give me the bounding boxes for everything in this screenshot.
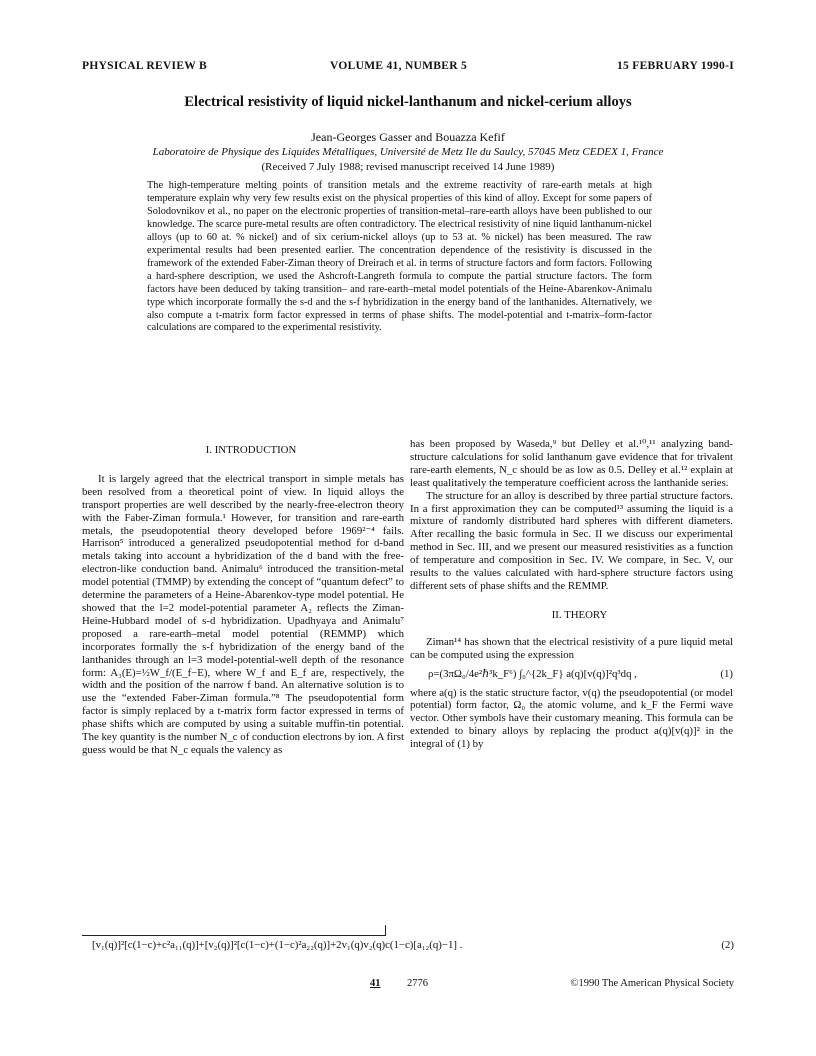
- footer-page-number: 2776: [407, 978, 428, 989]
- affiliation: Laboratoire de Physique des Liquides Métalliques, Université de Metz Ile du Saulcy, 57045 Metz CEDEX 1, France: [152, 146, 664, 158]
- theory-paragraph-1: Ziman¹⁴ has shown that the electrical resistivity of a pure liquid metal can be computed using the expression: [410, 635, 733, 661]
- equation-2-number: (2): [721, 939, 734, 951]
- left-column: [82, 444, 404, 757]
- right-paragraph-2: The structure for an alloy is described by three partial structure factors. In a first approximation they can be computed¹³ assuming the liquid is a mixture of randomly distributed hard spheres with different diameters. After recalling the basic formula in Sec. II we discuss our experimental method in Sec. III, and we present our measured resistivities as a function of temperature and composition in Sec. IV. We compare, in Sec. V, our results to the values calculated with hard-sphere structure factors using different sets of phase shifts and the REMMP.: [410, 489, 733, 592]
- issue-date: 15 FEBRUARY 1990-I: [616, 60, 734, 72]
- journal-name: PHYSICAL REVIEW B: [82, 60, 208, 72]
- equation-2-body: [v₁(q)]²[c(1−c)+c²a₁₁(q)]+[v₂(q)]²[c(1−c)+(1−c)²a₂₂(q)]+2v₁(q)v₂(q)c(1−c)[a₁₂(q)−1] .: [92, 939, 463, 951]
- volume-number: VOLUME 41, NUMBER 5: [330, 60, 468, 72]
- received-date: (Received 7 July 1988; revised manuscript received 14 June 1989): [261, 161, 555, 173]
- right-column: [410, 438, 733, 751]
- equation-2: [82, 939, 734, 951]
- equation-1-number: (1): [720, 667, 733, 680]
- footer-copyright: ©1990 The American Physical Society: [570, 978, 734, 989]
- equation-1-body: ρ=(3πΩ₀/4e²ℏ³k_F⁶) ∫₀^{2k_F} a(q)[v(q)]²q³dq ,: [428, 667, 637, 680]
- column-end-rule: [82, 925, 386, 936]
- authors: Jean-Georges Gasser and Bouazza Kefif: [311, 130, 505, 144]
- section-heading-introduction: I. INTRODUCTION: [205, 444, 297, 456]
- footer-volume: 41: [370, 978, 381, 989]
- abstract: The high-temperature melting points of transition metals and the extreme reactivity of rare-earth metals at high temperature explain why very few results exist on the physical properties of this kind of alloy. Except for some papers of Solodovnikov et al., no paper on the electronic properties of transition-metal–rare-earth alloys have been published to our knowledge. The scarce pure-metal results are often contradictory. The electrical resistivity of nine liquid lanthanum-nickel alloys (up to 60 at. % nickel) and of six cerium-nickel alloys (up to 53 at. % nickel) has been measured. The raw experimental results had been presented earlier. The concentration dependence of the resistivity is discussed in the framework of the extended Faber-Ziman theory of Dreirach et al. in terms of structure factors and form factors. Following a hard-sphere description, we used the Ashcroft-Langreth formula to compute the partial structure factors. The form factors have been deduced by taking transition– and rare-earth–metal model potentials of the Heine-Abarenkov-Animalu type which incorporate formally the s-d and the s-f hybridization in the energy band of the lanthanides. Alternatively, we also compute a t-matrix form factor expressed in terms of phase shifts. The model-potential and t-matrix–form-factor calculations are compared to the experimental resistivity.: [147, 180, 652, 334]
- intro-paragraph: It is largely agreed that the electrical transport in simple metals has been resolved from a theoretical point of view. In liquid alloys the transport properties are well described by the nearly-free-electron theory with the Faber-Ziman formula.¹ However, for transition and rare-earth metals, the pseudopotential theory developed before 1969²⁻⁴ fails. Harrison⁵ introduced a generalized pseudopotential method for d-band metals taking into account a hybridization of the d band with the free-electron-like conduction band. Animalu⁶ introduced the transition-metal model potential (TMMP) by extending the concept of “quantum defect” to determine the parameters of a Heine-Abarenkov-type model potential. He showed that the l=2 model-potential parameter A₂ reflects the Ziman-Heine-Hubbard model of s-d hybridization. Upadhyaya and Animalu⁷ proposed a rare-earth–metal model potential (REMMP) which incorporates formally the s-f hybridization of the energy band of the lanthanides through an l=3 model-potential-well depth of the resonance form: A₃(E)=½W_f/(E_f−E), where W_f and E_f are, respectively, the width and the position of the narrow f band. An alternative solution is to use the “extended Faber-Ziman formula.”⁸ The pseudopotential form factor is simply replaced by a t-matrix form factor expressed in terms of phase shifts which are computed by using a suitable muffin-tin potential. The key quantity is the number N_c of conduction electrons by ion. A first guess would be that N_c equals the valency as: [82, 472, 405, 756]
- paper-title: Electrical resistivity of liquid nickel-lanthanum and nickel-cerium alloys: [184, 94, 632, 110]
- equation-1: [410, 668, 733, 681]
- right-paragraph-1: has been proposed by Waseda,⁹ but Delley et al.¹⁰,¹¹ analyzing band-structure calculations for solid lanthanum gave evidence that for trivalent rare-earth elements, N_c should be as low as 0.5. Delley et al.¹² explain at least qualitatively the temperature coefficient across the lanthanide series.: [410, 438, 733, 489]
- section-heading-theory: II. THEORY: [551, 608, 608, 621]
- theory-paragraph-2: where a(q) is the static structure factor, v(q) the pseudopotential (or model potential) form factor, Ω₀ the atomic volume, and k_F the Fermi wave vector. Other symbols have their customary meaning. This formula can be extended to binary alloys by replacing the product a(q)[v(q)]² in the integral of (1) by: [410, 686, 733, 751]
